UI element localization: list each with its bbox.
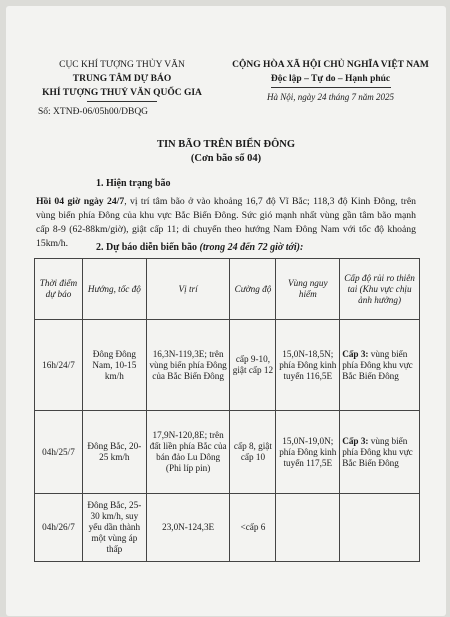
risk-level-label: Cấp 3: bbox=[342, 435, 369, 446]
cell-position: 16,3N-119,3E; trên vùng biển phía Đông của Bắc Biển Đông bbox=[146, 320, 230, 411]
table-row bbox=[35, 494, 420, 562]
section2-heading-text: 2. Dự báo diễn biến bão bbox=[96, 242, 200, 253]
section1-heading: 1. Hiện trạng bão bbox=[96, 178, 171, 189]
cell-direction: Đông Bắc, 20-25 km/h bbox=[82, 411, 146, 494]
table-header-row bbox=[35, 259, 420, 320]
header-time: Thời điểm dự báo bbox=[35, 259, 83, 320]
cell-time: 04h/25/7 bbox=[35, 411, 83, 494]
issuer-underline bbox=[87, 101, 157, 102]
header-direction: Hướng, tốc độ bbox=[82, 259, 146, 320]
section2-heading-italic: (trong 24 đến 72 giờ tới): bbox=[199, 242, 304, 253]
issuer-block bbox=[42, 58, 202, 102]
title-line2: (Cơn bão số 04) bbox=[190, 153, 262, 164]
center-name-line1: TRUNG TÂM DỰ BÁO bbox=[72, 74, 172, 84]
title-line1: TIN BÃO TRÊN BIỂN ĐÔNG bbox=[156, 139, 296, 150]
header-position: Vị trí bbox=[146, 259, 230, 320]
document-number: Số: XTNĐ-06/05h00/DBQG bbox=[38, 107, 149, 117]
agency-name: CỤC KHÍ TƯỢNG THỦY VĂN bbox=[59, 60, 185, 70]
header-danger-zone: Vùng nguy hiểm bbox=[276, 259, 340, 320]
national-header bbox=[218, 58, 443, 104]
motto-underline bbox=[271, 87, 391, 88]
cell-intensity: <cấp 6 bbox=[230, 494, 276, 562]
cell-direction: Đông Bắc, 25-30 km/h, suy yếu dần thành một vùng áp thấp bbox=[82, 494, 146, 562]
center-name-line2: KHÍ TƯỢNG THUỶ VĂN QUỐC GIA bbox=[42, 88, 202, 98]
cell-risk-level bbox=[340, 320, 420, 411]
section1-body: , vị trí tâm bão ở vào khoảng 16,7 độ Vĩ Bắc; 118,3 độ Kinh Đông, trên vùng biển phía Đông của khu vực Bắc Biển Đông. Sức gió mạnh nhất vùng gần tâm bão mạnh cấp 8-9 (62-88km/giờ), giật cấp 11; di chuyển theo hướng Nam Đông Nam với tốc độ khoảng 15km/h. bbox=[36, 196, 416, 249]
table-row bbox=[35, 411, 420, 494]
cell-position: 23,0N-124,3E bbox=[146, 494, 230, 562]
document-title bbox=[6, 138, 446, 166]
section1-lead: Hồi 04 giờ ngày 24/7 bbox=[36, 196, 125, 207]
cell-risk-level bbox=[340, 411, 420, 494]
cell-intensity: cấp 8, giật cấp 10 bbox=[230, 411, 276, 494]
risk-level-label: Cấp 3: bbox=[342, 348, 369, 359]
cell-danger-zone bbox=[276, 494, 340, 562]
cell-time: 16h/24/7 bbox=[35, 320, 83, 411]
country-name: CỘNG HÒA XÃ HỘI CHỦ NGHĨA VIỆT NAM bbox=[232, 60, 429, 70]
cell-danger-zone: 15,0N-19,0N; phía Đông kinh tuyến 117,5E bbox=[276, 411, 340, 494]
cell-time: 04h/26/7 bbox=[35, 494, 83, 562]
section2-heading bbox=[96, 242, 303, 253]
header-intensity: Cường độ bbox=[230, 259, 276, 320]
cell-danger-zone: 15,0N-18,5N; phía Đông kinh tuyến 116,5E bbox=[276, 320, 340, 411]
issue-date: Hà Nội, ngày 24 tháng 7 năm 2025 bbox=[267, 92, 394, 102]
header-risk-level: Cấp độ rủi ro thiên tai (Khu vực chịu ảnh hưởng) bbox=[340, 259, 420, 320]
risk-level-text: vùng biển phía Đông khu vực Bắc Biển Đông bbox=[342, 435, 413, 468]
document-page bbox=[6, 6, 446, 616]
cell-position: 17,9N-120,8E; trên đất liền phía Bắc của bán đảo Lu Dông (Phi líp pin) bbox=[146, 411, 230, 494]
table-row bbox=[35, 320, 420, 411]
cell-risk-level bbox=[340, 494, 420, 562]
national-motto: Độc lập – Tự do – Hạnh phúc bbox=[270, 74, 391, 84]
forecast-table bbox=[34, 258, 420, 562]
cell-direction: Đông Đông Nam, 10-15 km/h bbox=[82, 320, 146, 411]
risk-level-text: vùng biển phía Đông khu vực Bắc Biển Đông bbox=[342, 348, 413, 381]
cell-intensity: cấp 9-10, giật cấp 12 bbox=[230, 320, 276, 411]
